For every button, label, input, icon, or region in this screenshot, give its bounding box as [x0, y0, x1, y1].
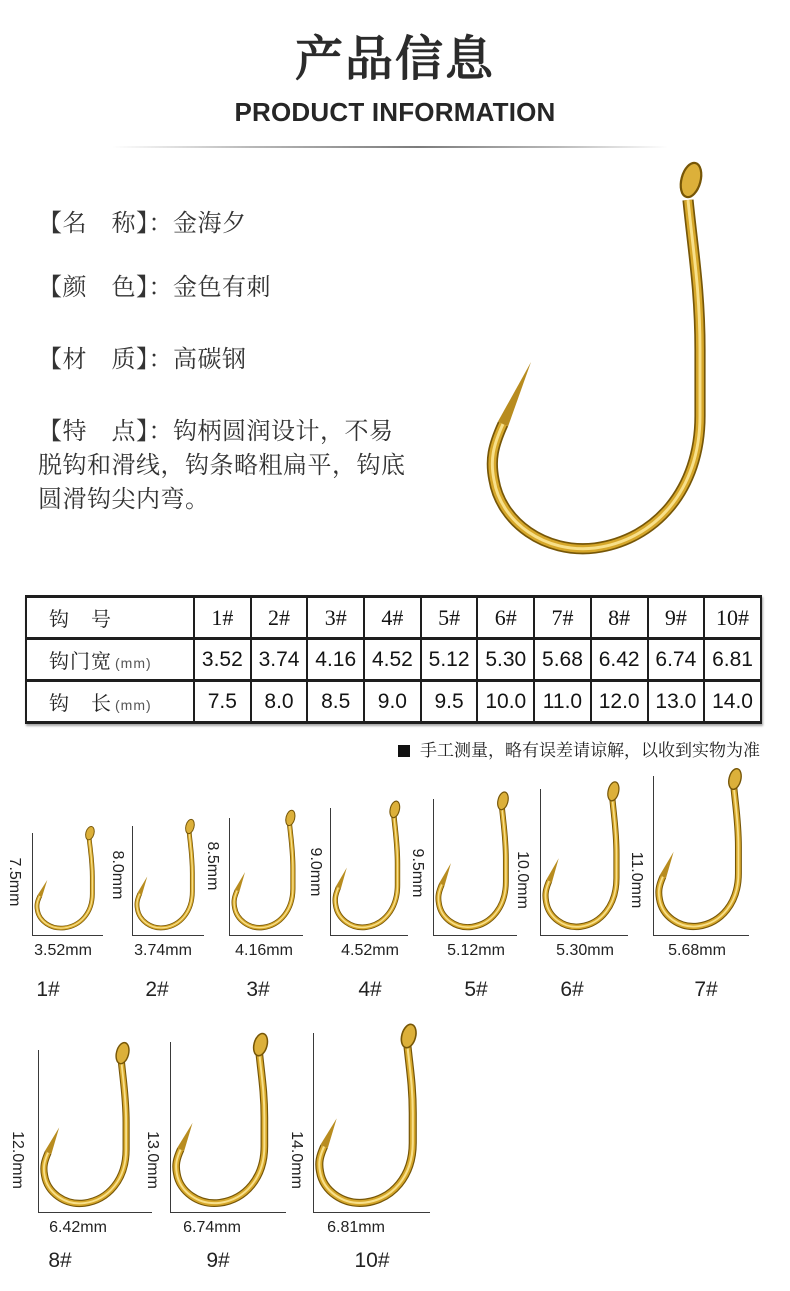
width-baseline — [433, 935, 517, 936]
hook-length-label: 11.0mm — [628, 851, 645, 909]
hook-gap-width-label: 5.30mm — [556, 942, 614, 959]
table-size-cell: 3# — [307, 597, 364, 639]
width-baseline — [132, 935, 204, 936]
table-size-cell: 1# — [194, 597, 251, 639]
table-value-cell: 6.81 — [704, 639, 761, 681]
info-material-value: 高碳钢 — [173, 346, 247, 373]
table-value-cell: 3.74 — [251, 639, 308, 681]
width-baseline — [32, 935, 103, 936]
table-value-cell: 4.52 — [364, 639, 421, 681]
width-baseline — [540, 935, 628, 936]
hook-length-label: 8.0mm — [109, 850, 126, 900]
spec-table — [25, 595, 762, 724]
hook-size-label: 1# — [36, 978, 60, 1001]
hook-gap-width-label: 6.42mm — [49, 1219, 107, 1236]
hook-eye — [388, 800, 401, 819]
hook-point — [177, 1123, 192, 1151]
note-text: 手工测量，略有误差请谅解，以收到实物为准 — [420, 741, 760, 760]
table-value-cell: 10.0 — [477, 681, 534, 723]
table-value-cell: 6.74 — [648, 639, 705, 681]
hook-size-label: 5# — [464, 978, 488, 1001]
info-features-line-3: 圆滑钩尖内弯。 — [38, 486, 210, 513]
table-row-label — [26, 597, 194, 639]
hook-point — [320, 1118, 336, 1148]
hook-point — [439, 863, 451, 886]
hook-point — [38, 880, 48, 897]
hook-2-image — [135, 821, 199, 931]
hook-gap-width-label: 4.16mm — [235, 942, 293, 959]
height-bracket-line — [330, 808, 331, 935]
table-size-cell: 10# — [704, 597, 761, 639]
table-value-cell: 6.42 — [591, 639, 648, 681]
hook-length-label: 9.5mm — [409, 848, 426, 898]
row-unit: (mm) — [115, 697, 152, 713]
info-features-line-1 — [38, 415, 406, 449]
table-size-cell: 4# — [364, 597, 421, 639]
info-name-value: 金海夕 — [173, 210, 247, 237]
table-value-cell: 4.16 — [307, 639, 364, 681]
height-bracket-line — [653, 776, 654, 935]
table-value-cell: 9.0 — [364, 681, 421, 723]
info-color-row — [38, 271, 271, 305]
hook-length-label: 10.0mm — [514, 851, 531, 909]
hook-gap-width-label: 6.81mm — [327, 1219, 385, 1236]
measurement-note — [398, 740, 760, 762]
info-features-block — [38, 415, 406, 517]
table-value-cell: 8.5 — [307, 681, 364, 723]
height-bracket-line — [229, 818, 230, 935]
hook-4-image — [333, 803, 405, 931]
height-bracket-line — [170, 1042, 171, 1212]
hook-eye — [114, 1041, 131, 1065]
table-value-cell: 11.0 — [534, 681, 591, 723]
hook-gap-width-label: 5.68mm — [668, 942, 726, 959]
hook-gap-width-label: 3.52mm — [34, 942, 92, 959]
table-size-cell: 2# — [251, 597, 308, 639]
table-size-cell: 7# — [534, 597, 591, 639]
table-value-cell: 13.0 — [648, 681, 705, 723]
row-label: 钩门宽 — [49, 651, 112, 673]
hook-body-highlight — [492, 200, 700, 549]
height-bracket-line — [540, 789, 541, 935]
hook-point — [45, 1127, 59, 1154]
hook-eye — [184, 818, 196, 834]
hook-point — [660, 852, 674, 878]
table-value-cell: 5.68 — [534, 639, 591, 681]
table-row — [26, 639, 761, 681]
info-name-label: 【名 称】： — [38, 210, 173, 237]
table-row-label — [26, 639, 194, 681]
hook-gap-width-label: 6.74mm — [183, 1219, 241, 1236]
table-value-cell: 12.0 — [591, 681, 648, 723]
hook-size-label: 3# — [246, 978, 270, 1001]
hook-point — [138, 877, 148, 895]
hook-eye — [606, 781, 621, 803]
hook-gap-width-label: 3.74mm — [134, 942, 192, 959]
height-bracket-line — [38, 1050, 39, 1212]
hook-gap-width-label: 4.52mm — [341, 942, 399, 959]
hook-6-image — [543, 784, 625, 931]
title-divider — [112, 146, 668, 148]
row-unit: (mm) — [115, 655, 152, 671]
hook-body — [492, 200, 700, 549]
hook-point — [235, 872, 245, 892]
table-row — [26, 681, 761, 723]
hook-eye — [496, 791, 510, 811]
table-size-cell: 6# — [477, 597, 534, 639]
info-name-row — [38, 207, 247, 241]
bullet-square-icon — [398, 745, 410, 757]
hook-point — [498, 362, 531, 426]
height-bracket-line — [313, 1033, 314, 1212]
hook-length-label: 9.0mm — [307, 847, 324, 897]
table-value-cell: 7.5 — [194, 681, 251, 723]
table-value-cell: 5.30 — [477, 639, 534, 681]
height-bracket-line — [132, 826, 133, 935]
info-material-label: 【材 质】： — [38, 346, 173, 373]
hook-8-image — [41, 1045, 136, 1208]
width-baseline — [330, 935, 408, 936]
hook-3-image — [232, 812, 300, 931]
hook-10-image — [316, 1027, 424, 1208]
table-header-row — [26, 597, 761, 639]
hook-size-label: 10# — [354, 1249, 390, 1272]
hook-length-label: 8.5mm — [204, 841, 221, 891]
hook-size-label: 2# — [145, 978, 169, 1001]
row-label: 钩 长 — [49, 693, 112, 715]
page-title: 产品信息 — [294, 33, 495, 86]
hook-eye — [251, 1032, 269, 1057]
page-subtitle: PRODUCT INFORMATION — [234, 97, 556, 127]
hook-length-label: 14.0mm — [288, 1131, 305, 1189]
width-baseline — [170, 1212, 286, 1213]
hook-eye — [677, 161, 704, 200]
hook-5-image — [436, 794, 514, 931]
table-row-label — [26, 681, 194, 723]
width-baseline — [313, 1212, 430, 1213]
hook-eye — [84, 826, 96, 841]
info-color-label: 【颜 色】： — [38, 274, 173, 301]
hook-length-label: 12.0mm — [9, 1131, 26, 1189]
table-value-cell: 5.12 — [421, 639, 478, 681]
info-color-value: 金色有刺 — [173, 274, 271, 301]
hook-eye — [284, 809, 296, 827]
table-size-cell: 8# — [591, 597, 648, 639]
hook-size-label: 7# — [694, 978, 718, 1001]
table-value-cell: 14.0 — [704, 681, 761, 723]
table-size-cell: 9# — [648, 597, 705, 639]
width-baseline — [38, 1212, 152, 1213]
hook-7-image — [656, 771, 748, 931]
width-baseline — [229, 935, 303, 936]
hook-body-outline — [492, 200, 700, 549]
info-material-row — [38, 343, 247, 377]
height-bracket-line — [433, 799, 434, 935]
table-value-cell: 3.52 — [194, 639, 251, 681]
hook-eye — [399, 1023, 418, 1050]
height-bracket-line — [32, 833, 33, 935]
hook-1-image — [35, 828, 99, 931]
table-value-cell: 8.0 — [251, 681, 308, 723]
hook-gap-width-label: 5.12mm — [447, 942, 505, 959]
product-hook-image — [485, 160, 725, 560]
hook-length-label: 13.0mm — [144, 1131, 161, 1189]
table-size-cell: 5# — [421, 597, 478, 639]
info-features-label: 【特 点】： — [38, 418, 173, 445]
hook-point — [336, 868, 347, 889]
hook-size-label: 6# — [560, 978, 584, 1001]
table-value-cell: 9.5 — [421, 681, 478, 723]
hook-size-label: 8# — [48, 1249, 72, 1272]
width-baseline — [653, 935, 749, 936]
hook-point — [546, 858, 558, 882]
hook-length-label: 7.5mm — [6, 857, 23, 907]
hook-size-label: 9# — [206, 1249, 230, 1272]
size-label: 钩 号 — [49, 609, 112, 631]
hook-9-image — [173, 1036, 275, 1208]
info-features-line-2: 脱钩和滑线，钩条略粗扁平，钩底 — [38, 452, 406, 479]
hook-eye — [727, 767, 744, 791]
hook-size-label: 4# — [358, 978, 382, 1001]
info-features-text: 钩柄圆润设计，不易 — [173, 418, 394, 445]
